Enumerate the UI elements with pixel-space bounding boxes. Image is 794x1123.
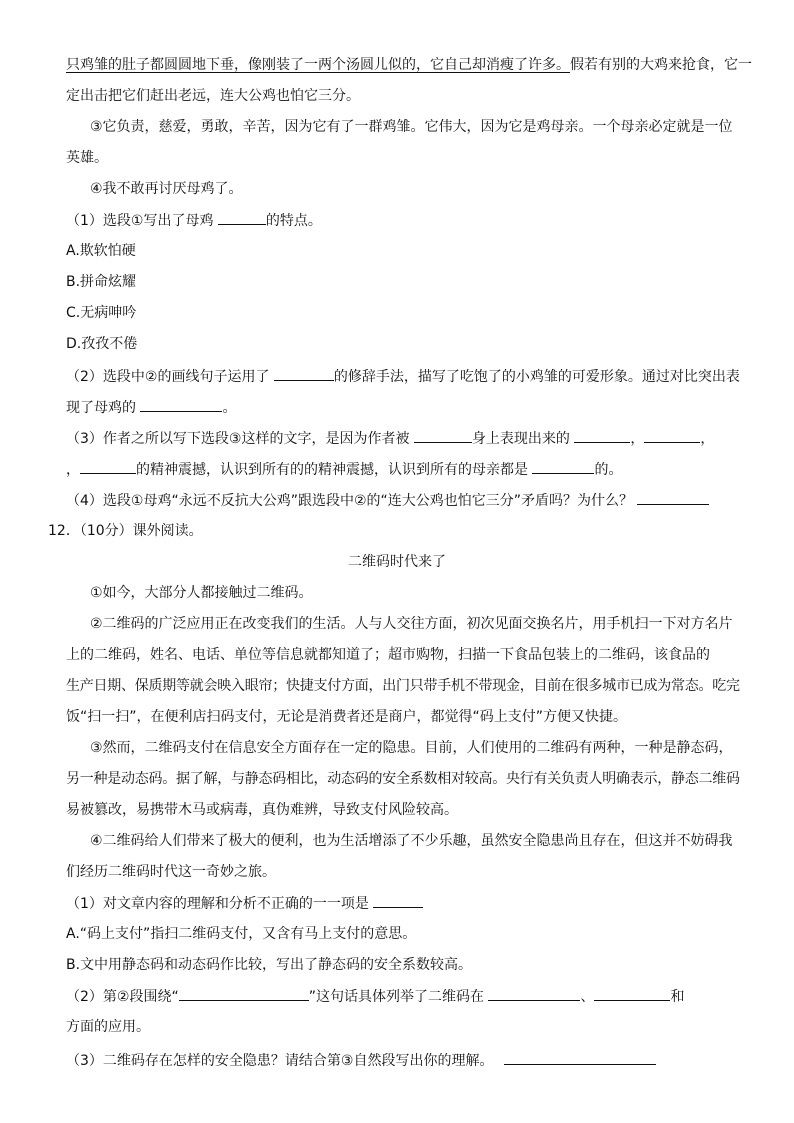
answer-blank[interactable] (274, 366, 334, 381)
article-paragraph-2-line: 生产日期、保质期等就会映入眼帘；快捷支付方面，出门只带手机不带现金，目前在很多城市已成为常态。吃完 (66, 678, 740, 694)
question-text: （2）第②段围绕“ (66, 989, 179, 1005)
article-paragraph-3-line: 另一种是动态码。据了解，与静态码相比，动态码的安全系数相对较高。央行有关负责人明确表示，静态二维码 (66, 771, 740, 787)
passage-line-2: 定出击把它们赶出老远，连大公鸡也怕它三分。 (66, 88, 360, 104)
article-paragraph-4-line: 们经历二维码时代这一奇妙之旅。 (66, 864, 276, 880)
answer-blank[interactable] (644, 428, 700, 443)
question-text: （2）选段中②的画线句子运用了 (66, 369, 270, 385)
question-11-2 (66, 366, 740, 386)
question-text: ， (630, 431, 645, 447)
question-text: （3）二维码存在怎样的安全隐患？请结合第③自然段写出你的理解。 (66, 1053, 494, 1069)
question-text: ”这句话具体列举了二维码在 (308, 989, 484, 1005)
paragraph-3-cont: 英雄。 (66, 150, 108, 166)
question-text: （3）作者之所以写下选段③这样的文字，是因为作者被 (66, 431, 410, 447)
question-11-4 (66, 490, 709, 510)
question-text: （1）对文章内容的理解和分析不正确的一一项是 (66, 896, 369, 912)
answer-blank[interactable] (218, 210, 266, 225)
article-paragraph-3-line: 易被篡改，易携带木马或病毒，真伪难辨，导致支付风险较高。 (66, 802, 458, 818)
question-11-3-cont (66, 459, 622, 479)
question-text: 现了母鸡的 (66, 400, 136, 416)
question-12-2-cont: 方面的应用。 (66, 1019, 150, 1035)
answer-blank[interactable] (594, 986, 670, 1001)
article-paragraph-3: ③然而，二维码支付在信息安全方面存在一定的隐患。目前，人们使用的二维码有两种，一种是静态码， (90, 740, 733, 756)
answer-blank[interactable] (179, 986, 309, 1001)
question-11-3 (66, 428, 714, 448)
article-title: 二维码时代来了 (348, 554, 446, 570)
question-12-3 (66, 1050, 656, 1070)
article-paragraph-2-line: 上的二维码，姓名、电话、单位等信息就都知道了；超市购物，扫描一下食品包装上的二维码，该食品的 (66, 647, 710, 663)
option-c[interactable]: C.无病呻吟 (66, 305, 137, 321)
question-12-2 (66, 986, 684, 1006)
option-b[interactable]: B.拼命炫耀 (66, 274, 137, 290)
article-paragraph-2: ②二维码的广泛应用正在改变我们的生活。人与人交往方面，初次见面交换名片，用手机扫一下对方名片 (90, 616, 733, 632)
answer-blank[interactable] (504, 1050, 656, 1065)
question-text: 。 (222, 400, 237, 416)
question-12-header: 12．（10分）课外阅读。 (48, 523, 203, 539)
option-b[interactable]: B.文中用静态码和动态码作比较，写出了静态码的安全系数较高。 (66, 957, 473, 973)
question-11-1 (66, 210, 322, 230)
option-a[interactable]: A.“码上支付”指扫二维码支付，又含有马上支付的意思。 (66, 926, 417, 942)
question-text: 身上表现出来的 (471, 431, 570, 447)
question-11-2-cont (66, 397, 236, 417)
option-d[interactable]: D.孜孜不倦 (66, 336, 138, 352)
article-paragraph-4: ④二维码给人们带来了极大的便利，也为生活增添了不少乐趣，虽然安全隐患尚且存在，但这并不妨碍我 (90, 833, 733, 849)
question-text: 和 (670, 989, 685, 1005)
option-a[interactable]: A.欺软怕硬 (66, 243, 136, 259)
question-text: 的。 (594, 462, 623, 478)
answer-blank[interactable] (414, 428, 472, 443)
underlined-sentence: 只鸡雏的肚子都圆圆地下垂，像刚装了一两个汤圆儿似的，它自己却消瘦了许多。 (66, 57, 570, 73)
question-text: ， (66, 462, 80, 478)
question-text: （4）选段①母鸡“永远不反抗大公鸡”跟选段中②的“连大公鸡也怕它三分”矛盾吗？为什么？ (66, 493, 634, 509)
answer-blank[interactable] (488, 986, 580, 1001)
answer-blank[interactable] (373, 893, 423, 908)
article-paragraph-1: ①如今，大部分人都接触过二维码。 (90, 585, 313, 601)
question-text: 的精神震撼，认识到所有的的精神震撼，认识到所有的母亲都是 (136, 462, 528, 478)
question-text: （1）选段①写出了母鸡 (66, 213, 214, 229)
passage-text: 假若有别的大鸡来抢食，它一 (570, 57, 752, 73)
paragraph-4: ④我不敢再讨厌母鸡了。 (90, 181, 243, 197)
article-paragraph-2-line: 饭“扫一扫”，在便利店扫码支付，无论是消费者还是商户，都觉得“码上支付”方便又快捷。 (66, 709, 628, 725)
answer-blank[interactable] (140, 397, 222, 412)
passage-line-1 (66, 55, 752, 75)
question-12-1 (66, 893, 423, 913)
answer-blank[interactable] (637, 490, 709, 505)
answer-blank[interactable] (80, 459, 136, 474)
question-text: 的修辞手法，描写了吃饱了的小鸡雏的可爱形象。通过对比突出表 (333, 369, 740, 385)
answer-blank[interactable] (532, 459, 594, 474)
answer-blank[interactable] (574, 428, 630, 443)
question-text: ， (700, 431, 715, 447)
question-text: 、 (580, 989, 595, 1005)
paragraph-3: ③它负责，慈爱，勇敢，辛苦，因为它有了一群鸡雏。它伟大，因为它是鸡母亲。一个母亲必定就是一位 (90, 119, 733, 135)
question-text: 的特点。 (265, 213, 322, 229)
